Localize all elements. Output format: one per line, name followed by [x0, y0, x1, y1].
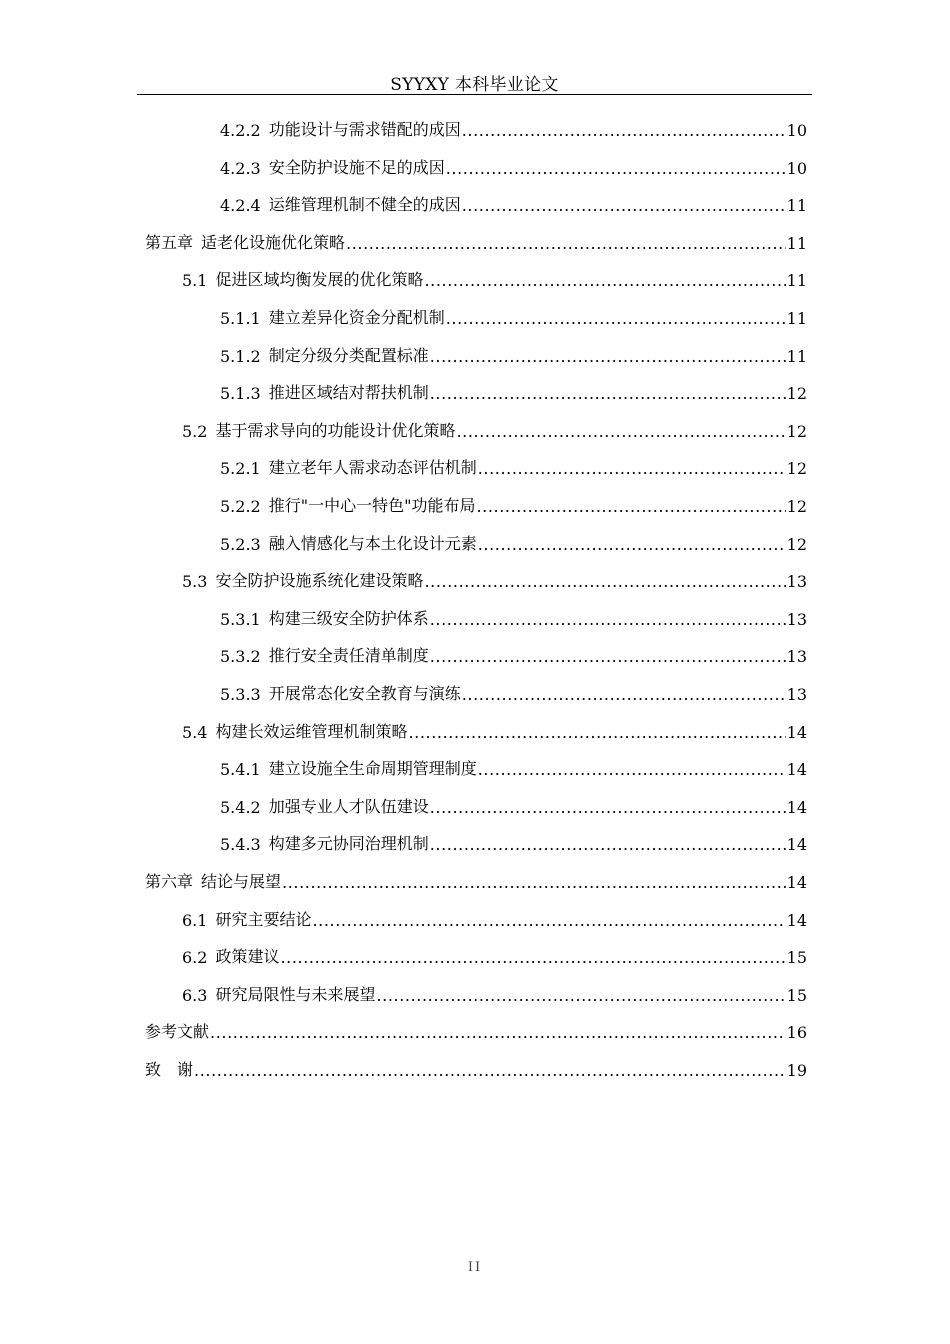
toc-entry-number: 5.4.2 [220, 798, 261, 817]
toc-entry-page: 19 [786, 1061, 807, 1080]
toc-entry-label: 构建多元协同治理机制 [268, 834, 429, 853]
toc-entry-page: 16 [786, 1023, 807, 1042]
toc-entry-label: 构建长效运维管理机制策略 [215, 722, 408, 741]
toc-entry-label: 加强专业人才队伍建设 [268, 797, 429, 816]
toc-entry-label: 推进区域结对帮扶机制 [268, 383, 429, 402]
toc-entry-page: 14 [786, 835, 807, 854]
toc-entry-page: 15 [786, 986, 807, 1005]
toc-entry-label: 建立差异化资金分配机制 [268, 308, 445, 327]
toc-entry-number: 5.1 [182, 271, 208, 290]
toc-dot-leader [456, 422, 785, 441]
toc-entry-number: 5.1.3 [220, 384, 261, 403]
toc-entry-number: 5.3 [182, 572, 208, 591]
toc-entry-page: 10 [786, 159, 807, 178]
toc-entry[interactable] [220, 492, 807, 516]
toc-entry-label: 安全防护设施系统化建设策略 [215, 571, 424, 590]
toc-entry-page: 13 [786, 685, 807, 704]
toc-entry-label: 推行安全责任清单制度 [268, 646, 429, 665]
toc-entry[interactable] [182, 906, 807, 930]
toc-entry-page: 13 [786, 572, 807, 591]
toc-entry-label: 政策建议 [215, 947, 280, 966]
toc-entry-page: 12 [786, 459, 807, 478]
toc-entry-number: 6.2 [182, 948, 208, 967]
page-number: II [467, 1260, 483, 1275]
toc-entry[interactable] [220, 191, 807, 215]
toc-dot-leader [446, 159, 786, 178]
toc-entry-label: 促进区域均衡发展的优化策略 [215, 270, 424, 289]
toc-entry[interactable] [220, 605, 807, 629]
toc-dot-leader [376, 986, 785, 1005]
toc-entry-page: 13 [786, 647, 807, 666]
toc-entry[interactable] [182, 718, 807, 742]
toc-dot-leader [476, 497, 785, 516]
toc-entry-number: 4.2.2 [220, 121, 261, 140]
toc-dot-leader [462, 121, 786, 140]
toc-entry-page: 12 [786, 535, 807, 554]
toc-entry-number: 5.1.2 [220, 347, 261, 366]
toc-entry[interactable] [182, 567, 807, 591]
toc-entry-number: 5.4 [182, 723, 208, 742]
toc-entry-number: 4.2.3 [220, 159, 261, 178]
toc-dot-leader [462, 196, 786, 215]
toc-entry-number: 6.1 [182, 911, 208, 930]
toc-entry-number: 5.2 [182, 422, 208, 441]
toc-entry-number: 第六章 [145, 872, 194, 891]
toc-dot-leader [430, 384, 786, 403]
header-title: SYYXY 本科毕业论文 [390, 75, 559, 95]
toc-entry-number: 5.3.3 [220, 685, 261, 704]
toc-entry-page: 14 [786, 760, 807, 779]
toc-dot-leader [424, 572, 785, 591]
toc-entry-page: 14 [786, 873, 807, 892]
toc-entry[interactable] [182, 417, 807, 441]
toc-entry-page: 10 [786, 121, 807, 140]
toc-dot-leader [346, 234, 786, 253]
toc-dot-leader [462, 685, 786, 704]
toc-entry-number: 5.3.1 [220, 610, 261, 629]
toc-dot-leader [430, 347, 786, 366]
toc-entry-page: 11 [786, 347, 807, 366]
toc-entry-label: 融入情感化与本土化设计元素 [268, 534, 477, 553]
toc-dot-leader [478, 760, 786, 779]
toc-entry-label: 结论与展望 [201, 872, 282, 891]
toc-dot-leader [282, 873, 786, 892]
toc-entry-page: 14 [786, 723, 807, 742]
toc-entry-label: 建立老年人需求动态评估机制 [268, 458, 477, 477]
toc-dot-leader [430, 610, 786, 629]
toc-entry-page: 12 [786, 422, 807, 441]
toc-entry-label: 构建三级安全防护体系 [268, 609, 429, 628]
toc-entry-number: 6.3 [182, 986, 208, 1005]
header-rule [137, 94, 812, 95]
toc-dot-leader [430, 647, 786, 666]
toc-dot-leader [478, 535, 786, 554]
toc-entry-page: 14 [786, 911, 807, 930]
toc-dot-leader [430, 835, 786, 854]
toc-entry-label: 参考文献 [145, 1022, 210, 1041]
toc-entry[interactable] [145, 868, 807, 892]
toc-entry[interactable] [145, 1056, 807, 1080]
toc-dot-leader [280, 948, 785, 967]
toc-entry[interactable] [220, 116, 807, 140]
toc-dot-leader [446, 309, 786, 328]
toc-entry[interactable] [220, 830, 807, 854]
toc-entry-number: 5.2.3 [220, 535, 261, 554]
toc-entry-label: 致 谢 [145, 1060, 194, 1079]
toc-entry[interactable] [220, 454, 807, 478]
toc-dot-leader [408, 723, 785, 742]
toc-entry-label: 安全防护设施不足的成因 [268, 158, 445, 177]
toc-dot-leader [424, 271, 785, 290]
toc-entry-number: 5.4.3 [220, 835, 261, 854]
toc-entry[interactable] [220, 755, 807, 779]
toc-dot-leader [210, 1023, 786, 1042]
toc-entry-label: 推行"一中心一特色"功能布局 [268, 496, 476, 515]
toc-entry-number: 5.3.2 [220, 647, 261, 666]
toc-entry-page: 11 [786, 309, 807, 328]
toc-entry-number: 4.2.4 [220, 196, 261, 215]
toc-entry-page: 12 [786, 384, 807, 403]
toc-dot-leader [312, 911, 785, 930]
toc-entry-label: 基于需求导向的功能设计优化策略 [215, 421, 456, 440]
toc-entry-number: 5.2.2 [220, 497, 261, 516]
toc-entry-page: 11 [786, 196, 807, 215]
toc-entry-label: 适老化设施优化策略 [201, 233, 346, 252]
toc-entry-page: 11 [786, 271, 807, 290]
toc-entry-label: 研究主要结论 [215, 910, 312, 929]
toc-entry-number: 5.2.1 [220, 459, 261, 478]
toc-entry[interactable] [220, 379, 807, 403]
toc-entry-page: 14 [786, 798, 807, 817]
toc-dot-leader [430, 798, 786, 817]
toc-entry-label: 开展常态化安全教育与演练 [268, 684, 461, 703]
toc-entry-page: 12 [786, 497, 807, 516]
toc-entry[interactable] [220, 304, 807, 328]
toc-entry[interactable] [145, 229, 807, 253]
toc-entry-page: 13 [786, 610, 807, 629]
toc-entry[interactable] [182, 981, 807, 1005]
toc-entry[interactable] [220, 530, 807, 554]
toc-entry-label: 制定分级分类配置标准 [268, 346, 429, 365]
toc-entry-label: 功能设计与需求错配的成因 [268, 120, 461, 139]
toc-entry-page: 11 [786, 234, 807, 253]
toc-entry-label: 运维管理机制不健全的成因 [268, 195, 461, 214]
toc-entry[interactable] [220, 342, 807, 366]
toc-dot-leader [478, 459, 786, 478]
toc-entry-page: 15 [786, 948, 807, 967]
toc-entry-label: 研究局限性与未来展望 [215, 985, 376, 1004]
toc-entry[interactable] [145, 1018, 807, 1042]
toc-entry-label: 建立设施全生命周期管理制度 [268, 759, 477, 778]
toc-entry[interactable] [220, 793, 807, 817]
toc-entry[interactable] [220, 154, 807, 178]
toc-entry[interactable] [220, 680, 807, 704]
toc-entry[interactable] [220, 642, 807, 666]
toc-entry[interactable] [182, 266, 807, 290]
toc-entry-number: 5.1.1 [220, 309, 261, 328]
toc-dot-leader [194, 1061, 786, 1080]
toc-entry[interactable] [182, 943, 807, 967]
toc-entry-number: 第五章 [145, 233, 194, 252]
toc-entry-number: 5.4.1 [220, 760, 261, 779]
